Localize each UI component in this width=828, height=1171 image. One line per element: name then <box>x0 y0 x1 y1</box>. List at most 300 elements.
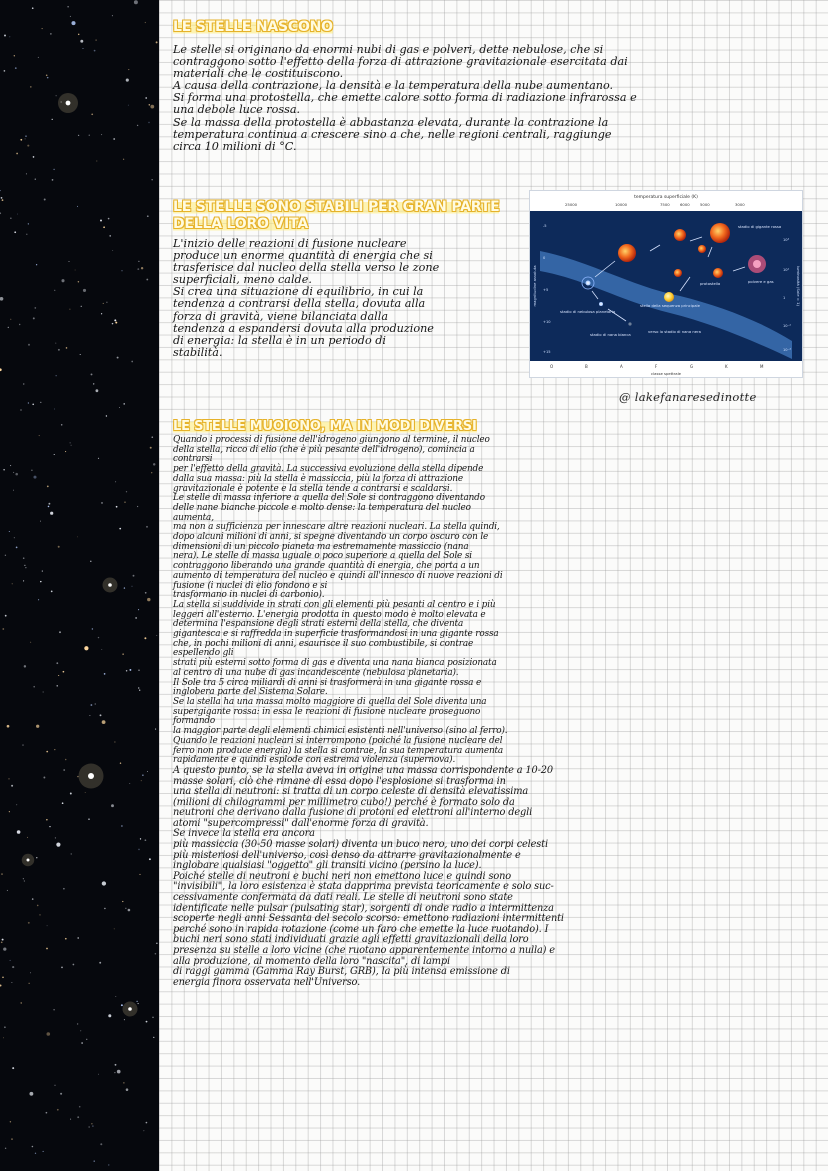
white-dwarf-star <box>599 302 603 306</box>
red-giant-star <box>674 229 686 241</box>
bright-star <box>128 1007 132 1011</box>
star-dot <box>123 1082 124 1083</box>
star-dot <box>155 729 156 730</box>
right-tick: 10² <box>783 268 790 272</box>
star-dot <box>155 953 157 955</box>
star-dot <box>78 34 79 35</box>
star-dot <box>30 86 32 88</box>
star-dot <box>56 95 57 96</box>
star-dot <box>117 357 119 359</box>
star-dot <box>95 703 96 704</box>
star-dot <box>92 1125 93 1126</box>
bottom-tick: A <box>620 364 623 369</box>
right-tick: 10⁴ <box>783 238 790 242</box>
star-dot <box>39 914 40 915</box>
star-dot <box>91 113 93 115</box>
star-dot <box>7 890 8 891</box>
star-dot <box>129 783 130 784</box>
star-dot <box>151 436 153 438</box>
section3-text: Quando i processi di fusione dell'idrogeno giungono al termine, il nucleo della stella, ricco di elio (che è più pesante dell'idrogeno), comincia a contrarsi per l'effetto della gravità. La successiva evoluzione della stella dipende dalla sua massa: più la stella è massiccia, più la forza di attrazione gravitazionale è potente e la stella tende a contrarsi e scaldarsi. Le stelle di massa inferiore a quella del Sole si contraggono diventando delle nane bianche piccole e molto dense: la temperatura del nucleo aumenta, ma non a sufficienza per innescare altre reazioni nucleari. La stella quindi, dopo alcuni milioni di anni, si spegne diventando un corpo oscuro con le dimensioni di un piccolo pianeta ma estremamente massiccio (nana nera). Le stelle di massa uguale o poco superiore a quella del Sole si contraggono liberando una grande quantità di energia, che porta a un aumento di temperatura del nucleo e quindi all'innesco di nuove reazioni di fusione (i nuclei di elio fondono e si trasformano in nuclei di carbonio). La stella si suddivide in strati con gli elementi più pesanti al centro e i più leggeri all'esterno. L'energia prodotta in questo modo è molto elevata e determina l'espansione degli strati esterni della stella, che diventa gigantesca e si raffredda in superficie trasformandosi in una gigante rossa che, in pochi milioni di anni, esaurisce il suo combustibile, si contrae espellendo gli strati più esterni sotto forma di gas e diventa una nana bianca posizionata al centro di una nube di gas incandescente (nebulosa planetaria). Il Sole tra 5 circa miliardi di anni si trasformerà in una gigante rossa e inglobera parte del Sistema Solare. Se la stella ha una massa molto maggiore di quella del Sole diventa una supergigante rossa: in essa le reazioni di fusione nucleare proseguono formando la maggior parte degli elementi chimici esistenti nell'universo (sino al ferro). Quando le reazioni nucleari si interrompono (poiché la fusione nucleare del ferro non produce energia) la stella si contrae, la sua temperatura aumenta rapidamente e quindi esplode con estrema violenza (supernova). <box>173 435 508 766</box>
star-dot <box>145 592 147 594</box>
star-dot <box>0 190 1 191</box>
star-dot <box>61 424 63 426</box>
section2-paragraph: L'inizio delle reazioni di fusione nucleare produce un enorme quantità di energia che si trasferisce dal nucleo della stella verso le zone superficiali, meno calde. <box>173 237 440 287</box>
star-dot <box>58 675 59 676</box>
star-dot <box>54 454 55 455</box>
star-dot <box>0 297 3 301</box>
star-dot <box>40 581 41 582</box>
star-dot <box>153 1037 154 1038</box>
star-dot <box>43 692 44 693</box>
star-dot <box>126 491 127 492</box>
star-dot <box>78 281 79 282</box>
star-dot <box>56 843 60 847</box>
section1-paragraph: Le stelle si originano da enormi nubi di gas e polveri, dette nebulose, che si contraggono sotto l'effetto della forza di attrazione gravitazionale esercitata dai materiali che le costituiscono. <box>173 43 628 81</box>
left-tick: -5 <box>543 224 547 228</box>
star-dot <box>121 825 123 827</box>
star-dot <box>59 631 61 633</box>
protostar <box>713 268 723 278</box>
star-dot <box>65 451 66 452</box>
section2-paragraph: Si crea una situazione di equilibrio, in cui la tendenza a contrarsi della stella, dovuta alla forza di gravità, viene bilanciata dalla tendenza a espandersi dovuta alla produzione di energia: la stella è in un periodo di stabilità. <box>173 285 434 359</box>
star-dot <box>23 383 24 384</box>
star-dot <box>28 344 30 346</box>
star-dot <box>47 1032 51 1036</box>
star-dot <box>123 159 124 160</box>
star-dot <box>21 1002 22 1003</box>
star-dot <box>32 403 34 405</box>
star-dot <box>125 908 126 909</box>
star-dot <box>156 41 158 43</box>
star-dot <box>136 1001 137 1002</box>
star-dot <box>55 837 56 838</box>
star-dot <box>89 715 90 716</box>
star-dot <box>46 819 47 820</box>
star-dot <box>10 960 11 961</box>
star-dot <box>5 555 6 556</box>
star-dot <box>145 22 146 23</box>
bright-star <box>108 583 112 587</box>
star-dot <box>132 586 133 587</box>
star-dot <box>98 637 99 638</box>
star-dot <box>150 105 154 109</box>
star-dot <box>54 749 55 750</box>
star-dot <box>126 670 128 672</box>
star-dot <box>78 135 79 136</box>
star-dot <box>3 1037 4 1038</box>
star-dot <box>23 878 24 879</box>
star-dot <box>112 323 114 325</box>
star-dot <box>106 302 107 303</box>
label-white-dwarf: stadio di nana bianca <box>590 332 631 337</box>
main-sequence-star <box>664 292 674 302</box>
star-dot <box>145 839 147 841</box>
top-tick: 5000 <box>700 202 710 207</box>
star-dot <box>77 937 79 939</box>
star-dot <box>100 1143 102 1145</box>
star-dot <box>9 811 10 812</box>
star-dot <box>65 759 67 761</box>
star-dot <box>146 1021 148 1023</box>
star-dot <box>28 922 30 924</box>
star-dot <box>83 289 86 292</box>
star-dot <box>43 1151 44 1152</box>
star-dot <box>15 473 18 476</box>
star-dot <box>54 409 55 410</box>
star-dot <box>27 145 29 147</box>
bottom-tick: F <box>655 364 658 369</box>
star-dot <box>43 777 45 779</box>
star-dot <box>12 966 14 968</box>
star-dot <box>103 303 104 304</box>
star-dot <box>54 290 55 291</box>
star-dot <box>50 33 51 34</box>
star-dot <box>36 725 39 728</box>
star-dot <box>9 36 10 37</box>
star-dot <box>144 1130 145 1131</box>
star-dot <box>73 964 75 966</box>
star-dot <box>25 135 26 136</box>
star-dot <box>47 925 48 926</box>
star-dot <box>30 642 31 643</box>
star-dot <box>90 561 91 562</box>
section1-title: LE STELLE NASCONO <box>173 19 333 35</box>
star-dot <box>75 270 76 271</box>
star-dot <box>101 313 102 314</box>
star-dot <box>112 250 113 251</box>
section2-title-line2: DELLA LORO VITA <box>173 216 308 232</box>
right-tick: 10⁻² <box>783 324 791 328</box>
star-dot <box>1 197 3 199</box>
star-dot <box>114 741 115 742</box>
star-dot <box>55 343 56 344</box>
star-dot <box>10 319 11 320</box>
star-dot <box>11 982 12 983</box>
star-dot <box>63 769 65 771</box>
star-dot <box>70 16 71 17</box>
star-dot <box>32 1146 34 1148</box>
star-dot <box>156 943 157 944</box>
star-dot <box>16 153 18 155</box>
red-giant-star <box>710 223 730 243</box>
star-dot <box>52 179 54 181</box>
star-dot <box>46 948 48 950</box>
starfield-svg <box>0 0 159 1171</box>
star-dot <box>106 415 107 416</box>
star-dot <box>60 1093 62 1095</box>
star-dot <box>70 442 71 443</box>
star-dot <box>7 725 10 728</box>
star-dot <box>33 476 36 479</box>
star-dot <box>80 40 83 43</box>
label-main-sequence: stella della sequenza principale <box>640 303 700 308</box>
star-dot <box>42 28 43 29</box>
star-dot <box>16 804 17 805</box>
star-dot <box>141 267 143 269</box>
bottom-tick: G <box>690 364 694 369</box>
star-dot <box>108 218 110 220</box>
bottom-tick: B <box>585 364 588 369</box>
diagram-background <box>530 191 802 377</box>
star-dot <box>108 1164 109 1165</box>
star-dot <box>129 669 131 671</box>
star-dot <box>138 669 139 670</box>
star-dot <box>156 635 157 636</box>
star-dot <box>137 506 138 507</box>
star-dot <box>32 7 34 9</box>
star-dot <box>79 1106 81 1108</box>
star-dot <box>0 985 2 987</box>
star-dot <box>38 57 39 58</box>
star-dot <box>100 220 102 222</box>
star-dot <box>49 826 50 827</box>
star-dot <box>114 1072 115 1073</box>
star-dot <box>25 138 26 139</box>
star-dot <box>9 531 10 532</box>
star-dot <box>13 490 14 491</box>
star-dot <box>98 458 99 459</box>
top-tick: 3000 <box>735 202 745 207</box>
star-dot <box>57 1109 59 1111</box>
star-dot <box>91 1123 92 1124</box>
right-tick: 10⁻⁴ <box>783 348 791 352</box>
star-dot <box>138 849 140 851</box>
star-dot <box>25 567 26 568</box>
star-dot <box>151 472 152 473</box>
right-axis-label: luminosità (Sole = 1) <box>796 265 801 307</box>
star-dot <box>71 445 72 446</box>
star-dot <box>99 962 101 964</box>
star-dot <box>144 637 146 639</box>
star-dot <box>28 402 29 403</box>
star-dot <box>81 1042 83 1044</box>
top-tick: 25000 <box>565 202 578 207</box>
star-dot <box>138 261 139 262</box>
star-dot <box>33 317 35 319</box>
star-dot <box>33 686 35 688</box>
star-dot <box>153 463 155 465</box>
star-dot <box>35 1153 36 1154</box>
star-dot <box>94 50 96 52</box>
red-giant-star <box>618 244 636 262</box>
star-dot <box>128 69 129 70</box>
left-tick: +5 <box>543 288 549 292</box>
star-dot <box>5 615 7 617</box>
star-dot <box>140 838 141 839</box>
star-dot <box>56 662 58 664</box>
star-dot <box>1 873 3 875</box>
star-dot <box>147 771 148 772</box>
section2-title-line1: LE STELLE SONO STABILI PER GRAN PARTE <box>173 199 500 215</box>
star-dot <box>77 1116 79 1118</box>
star-dot <box>65 938 67 940</box>
star-dot <box>141 780 142 781</box>
starfield-image <box>0 0 159 1171</box>
star-dot <box>5 1148 6 1149</box>
star-dot <box>26 173 27 174</box>
star-dot <box>119 407 120 408</box>
star-dot <box>11 1138 12 1139</box>
star-dot <box>8 327 9 328</box>
star-dot <box>23 580 24 581</box>
top-axis-label: temperatura superficiale (K) <box>634 195 698 200</box>
bottom-tick: M <box>760 364 764 369</box>
star-dot <box>102 881 106 885</box>
star-dot <box>95 39 96 40</box>
star-dot <box>48 503 50 505</box>
star-dot <box>98 1074 99 1075</box>
section1-paragraph: A causa della contrazione, la densità e la temperatura della nube aumentano. Si forma una protostella, che emette calore sotto forma di radiazione infrarossa e una debole luce rossa. <box>173 79 637 117</box>
star-dot <box>36 264 37 265</box>
star-dot <box>34 307 36 309</box>
star-dot <box>17 830 21 834</box>
label-nebula: stadio di nebulosa planetaria <box>560 309 616 314</box>
red-giant-star <box>698 245 706 253</box>
star-dot <box>39 435 40 436</box>
star-dot <box>121 270 122 271</box>
star-dot <box>33 156 35 158</box>
star-dot <box>24 665 26 667</box>
section2-body <box>173 238 525 359</box>
star-dot <box>102 720 106 724</box>
bright-star <box>66 101 71 106</box>
protostar <box>674 269 682 277</box>
star-dot <box>131 361 133 363</box>
star-dot <box>70 793 72 795</box>
star-dot <box>124 501 126 503</box>
star-dot <box>128 105 129 106</box>
star-dot <box>146 279 148 281</box>
star-dot <box>111 804 114 807</box>
section1-body <box>173 44 713 153</box>
star-dot <box>146 526 148 528</box>
star-dot <box>2 628 4 630</box>
star-dot <box>85 792 86 793</box>
section3-text-continued: A questo punto, se la stella aveva in origine una massa corrispondente a 10-20 masse solari, ciò che rimane di essa dopo l'esplosione si trasforma in una stella di neutroni: si tratta di un corpo celeste di densità elevatissima (milioni di chilogrammi per millimetro cubo!) perché è formato solo da neutroni che derivano dalla fusione di protoni ed elettroni all'interno degli atomi "supercompressi" dall'enorme forza di gravità. Se invece la stella era ancora più massiccia (30-50 masse solari) diventa un buco nero, uno dei corpi celesti più misteriosi dell'universo, così denso da attrarre gravitazionalmente e inglobare qualsiasi "oggetto" gli transiti vicino (persino la luce). Poiché stelle di neutroni e buchi neri non emettono luce e quindi sono "invisibili", la loro esistenza è stata dapprima prevista teoricamente e solo suc- cessivamente confermata da dati reali. Le stelle di neutroni sono state identificate nelle pulsar (pulsating star), sorgenti di onde radio a intermittenza scoperte negli anni Sessanta del secolo scorso: emettono radiazioni intermittenti perché sono in rapida rotazione (come un faro che emette la luce ruotando). I buchi neri sono stati individuati grazie agli effetti gravitazionali della loro presenza su stelle a loro vicine (che ruotano apparentemente intorno a nulla) e alla produzione, al momento della loro "nascita", di lampi di raggi gamma (Gamma Ray Burst, GRB), la più intensa emissione di energia finora osservata nell'Universo. <box>173 764 564 988</box>
star-dot <box>96 160 97 161</box>
star-dot <box>2 939 4 941</box>
star-dot <box>12 1067 14 1069</box>
gas-dust-core <box>753 260 761 268</box>
star-dot <box>20 409 21 410</box>
section3-title: LE STELLE MUOIONO, MA IN MODI DIVERSI <box>173 419 477 434</box>
star-dot <box>134 0 138 4</box>
star-dot <box>100 714 102 716</box>
bottom-tick: O <box>550 364 554 369</box>
star-dot <box>84 646 88 650</box>
star-dot <box>119 528 121 530</box>
star-dot <box>46 751 48 753</box>
section3-body <box>173 436 663 988</box>
star-dot <box>123 403 125 405</box>
left-tick: +10 <box>543 320 551 324</box>
star-dot <box>13 472 14 473</box>
right-tick: 1 <box>783 296 786 300</box>
star-dot <box>15 67 17 69</box>
star-dot <box>10 465 11 466</box>
star-dot <box>145 97 147 99</box>
star-dot <box>52 119 53 120</box>
star-dot <box>58 546 60 548</box>
stellar-evolution-diagram <box>529 190 803 378</box>
star-dot <box>28 223 29 224</box>
star-dot <box>146 1122 148 1124</box>
star-dot <box>61 279 64 282</box>
star-dot <box>113 138 115 140</box>
star-dot <box>50 512 53 515</box>
star-dot <box>149 104 151 106</box>
star-dot <box>14 55 15 56</box>
star-dot <box>10 218 11 219</box>
star-dot <box>3 469 4 470</box>
star-dot <box>48 506 50 508</box>
star-dot <box>0 212 1 214</box>
star-dot <box>142 775 143 776</box>
star-dot <box>96 389 99 392</box>
star-dot <box>86 1039 87 1040</box>
star-dot <box>9 778 10 779</box>
star-dot <box>115 996 116 997</box>
star-dot <box>77 206 78 207</box>
star-dot <box>94 1160 95 1161</box>
star-dot <box>32 898 34 900</box>
star-dot <box>149 858 151 860</box>
star-dot <box>14 231 16 233</box>
star-dot <box>77 776 78 777</box>
star-dot <box>63 888 65 890</box>
bright-star <box>88 773 94 779</box>
black-dwarf-star <box>628 322 631 325</box>
star-dot <box>31 470 33 472</box>
top-tick: 6000 <box>680 202 690 207</box>
star-dot <box>124 1019 125 1020</box>
star-dot <box>115 1064 117 1066</box>
bright-star <box>27 859 30 862</box>
star-dot <box>42 571 43 572</box>
star-dot <box>104 908 105 909</box>
star-dot <box>14 537 15 538</box>
star-dot <box>89 135 90 136</box>
star-dot <box>2 976 4 978</box>
top-tick: 7500 <box>660 202 670 207</box>
star-dot <box>150 447 152 449</box>
star-dot <box>44 199 46 201</box>
star-dot <box>37 905 39 907</box>
star-dot <box>56 375 57 376</box>
star-dot <box>114 319 116 321</box>
star-dot <box>148 122 149 123</box>
diagram-top-strip <box>530 191 802 211</box>
star-dot <box>40 402 41 403</box>
left-tick: 0 <box>543 256 546 260</box>
star-dot <box>112 15 113 16</box>
star-dot <box>29 983 30 984</box>
star-dot <box>24 565 25 566</box>
star-dot <box>120 762 121 763</box>
star-dot <box>10 1121 11 1122</box>
top-tick: 10000 <box>615 202 628 207</box>
star-dot <box>4 70 6 72</box>
star-dot <box>138 1003 139 1004</box>
star-dot <box>80 354 81 355</box>
star-dot <box>128 909 131 912</box>
star-dot <box>126 1088 129 1091</box>
star-dot <box>55 1085 56 1086</box>
star-dot <box>47 77 49 79</box>
star-dot <box>4 35 6 37</box>
star-dot <box>152 179 153 180</box>
star-dot <box>70 1119 71 1120</box>
